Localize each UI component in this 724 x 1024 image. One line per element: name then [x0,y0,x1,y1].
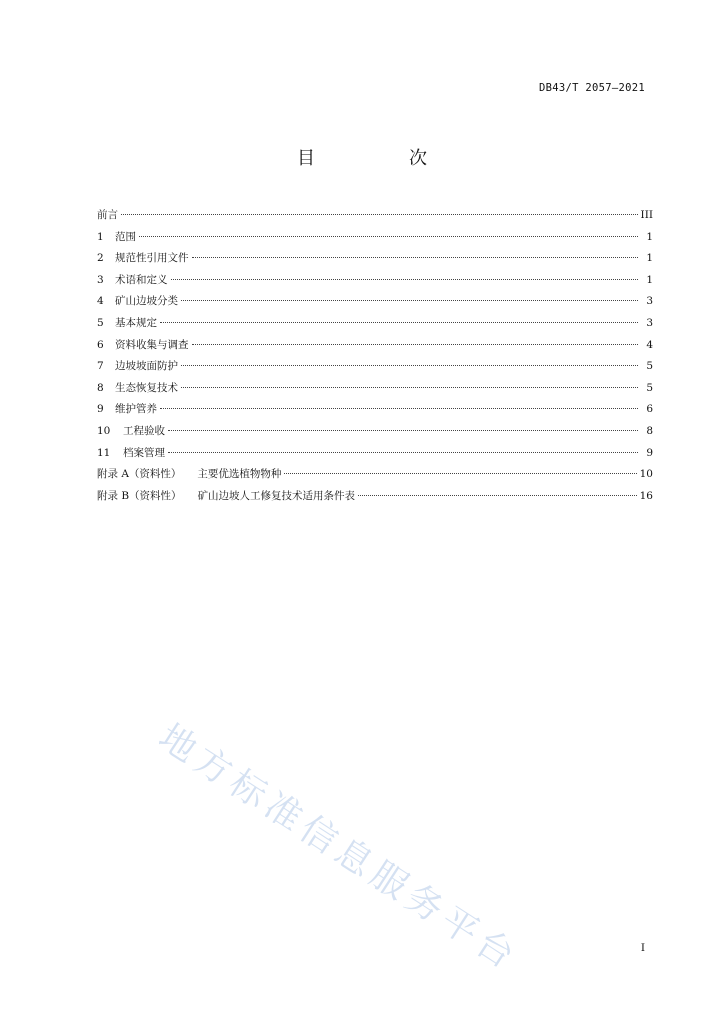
toc-entry-label: 基本规定 [115,316,157,329]
toc-entry-label: 规范性引用文件 [115,252,189,265]
toc-entry-9[interactable] [97,399,653,421]
toc-entry-page: 4 [646,338,653,351]
page-title: 目 次 [297,148,465,169]
dot-leader [284,472,636,474]
dot-leader [192,343,639,345]
toc-entry-foreword[interactable] [97,205,653,227]
dot-leader [168,429,638,431]
annex-prefix: 附录 B（资料性） [97,489,182,502]
dot-leader [192,256,639,258]
toc-entry-4[interactable] [97,291,653,313]
toc-entry-number: 5 [97,316,104,329]
toc-entry-label: 矿山边坡人工修复技术适用条件表 [197,489,356,502]
toc-entry-annex-a[interactable] [97,464,653,486]
toc-entry-page: 3 [646,295,653,308]
toc-entry-page: 5 [646,360,653,373]
toc-entry-page: III [640,209,653,221]
toc-entry-label: 资料收集与调查 [115,338,189,351]
toc-entry-11[interactable] [97,443,653,465]
toc-entry-page: 8 [646,424,653,437]
toc-entry-number: 6 [97,338,104,351]
standard-number: DB43/T 2057—2021 [539,82,645,94]
toc-entry-6[interactable] [97,335,653,357]
dot-leader [358,494,637,496]
toc-entry-label: 边坡坡面防护 [115,360,178,373]
toc-entry-label: 前言 [97,209,118,221]
toc-entry-10[interactable] [97,421,653,443]
toc-entry-page: 1 [646,252,653,265]
toc-entry-1[interactable] [97,227,653,249]
dot-leader [181,299,638,301]
toc-entry-label: 范围 [115,230,136,243]
dot-leader [181,364,638,366]
toc-entry-2[interactable] [97,248,653,270]
toc-entry-page: 16 [639,489,653,502]
toc-entry-page: 1 [646,230,653,243]
dot-leader [160,321,638,323]
toc-entry-number: 9 [97,403,104,416]
toc-entry-3[interactable] [97,270,653,292]
toc-entry-page: 9 [646,446,653,459]
toc-entry-label: 术语和定义 [115,273,168,286]
dot-leader [168,451,638,453]
toc-entry-page: 6 [646,403,653,416]
dot-leader [171,278,639,280]
dot-leader [160,407,638,409]
toc-entry-label: 工程验收 [123,424,165,437]
watermark-text: 地方标准信息服务平台 [151,716,526,980]
toc-entry-page: 3 [646,316,653,329]
toc-entry-number: 7 [97,360,104,373]
toc-entry-page: 1 [646,273,653,286]
toc-entry-label: 维护管养 [115,403,157,416]
toc-entry-7[interactable] [97,356,653,378]
toc-entry-label: 矿山边坡分类 [115,295,178,308]
dot-leader [121,213,638,215]
toc-entry-page: 5 [646,381,653,394]
toc-entry-page: 10 [639,468,653,481]
table-of-contents [97,205,653,507]
toc-entry-annex-b[interactable] [97,486,653,508]
toc-entry-number: 3 [97,273,104,286]
toc-entry-label: 档案管理 [123,446,165,459]
toc-entry-number: 10 [97,424,111,437]
dot-leader [181,386,638,388]
toc-entry-number: 8 [97,381,104,394]
dot-leader [139,235,638,237]
toc-entry-label: 生态恢复技术 [115,381,178,394]
toc-entry-number: 2 [97,252,104,265]
toc-entry-8[interactable] [97,378,653,400]
toc-entry-number: 11 [97,446,111,459]
toc-entry-number: 4 [97,295,104,308]
toc-entry-5[interactable] [97,313,653,335]
annex-prefix: 附录 A（资料性） [97,468,182,481]
page-number: I [640,942,645,954]
toc-entry-number: 1 [97,230,104,243]
toc-entry-label: 主要优选植物物种 [197,468,282,481]
